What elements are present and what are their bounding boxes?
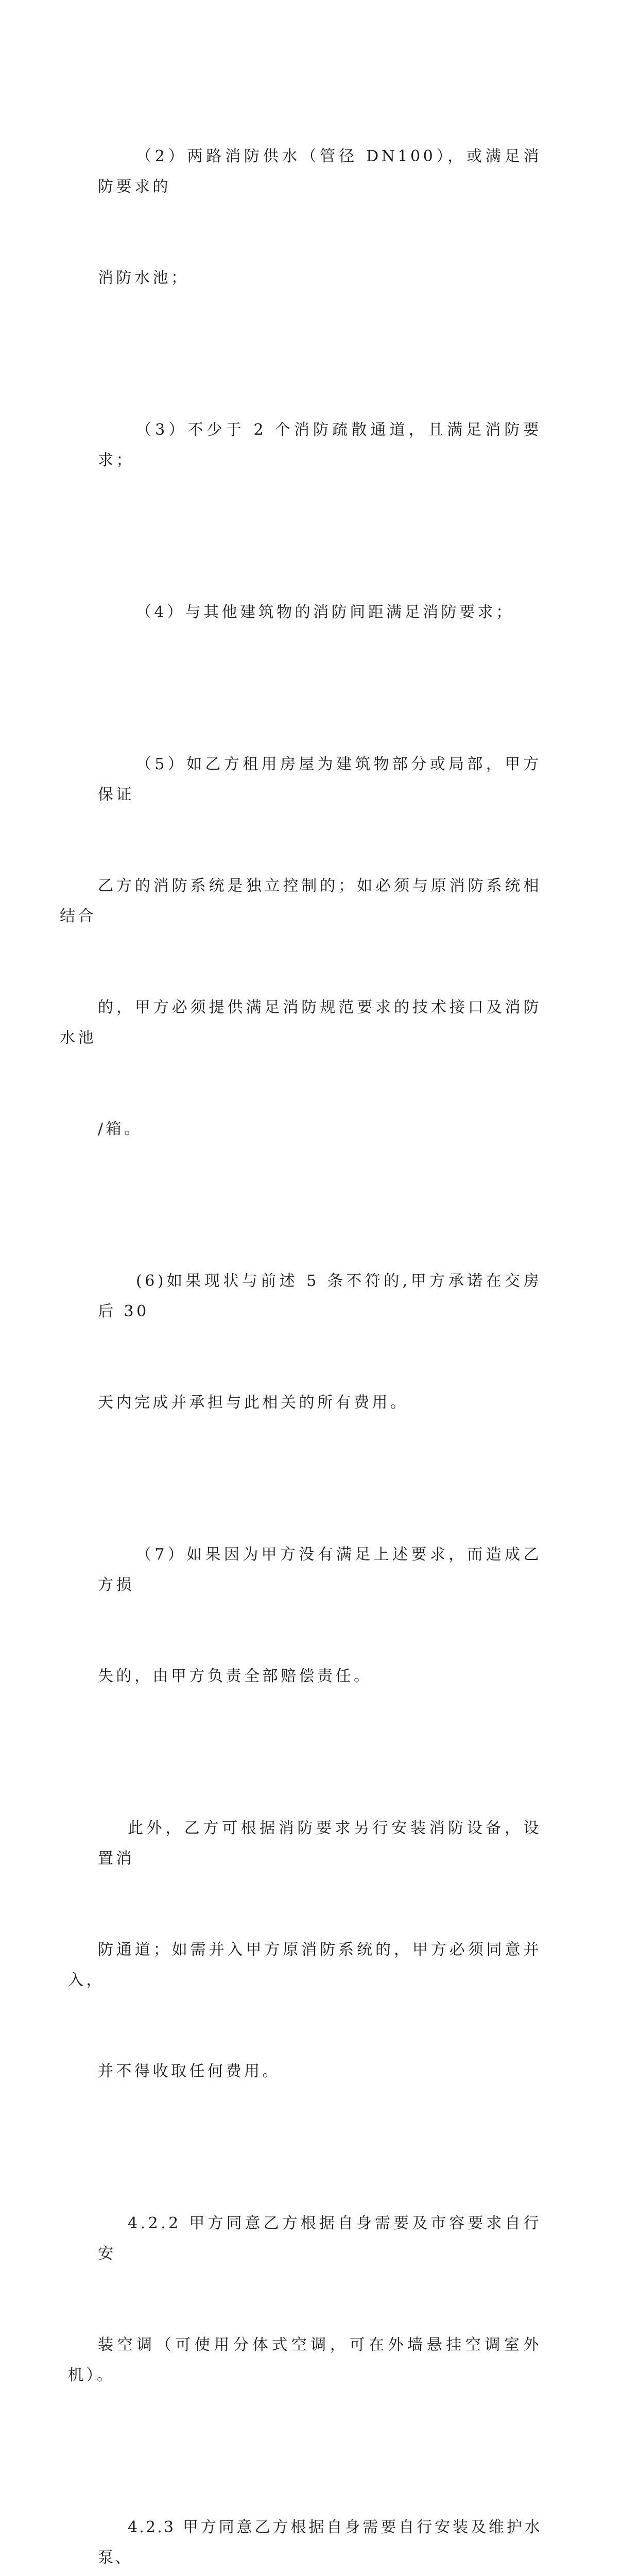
text-line: （3）不少于 2 个消防疏散通道，且满足消防要求；: [98, 421, 542, 469]
text-line: 装空调（可使用分体式空调，可在外墙悬挂空调室外机）。: [68, 2336, 542, 2384]
text-line: 失的，由甲方负责全部赔偿责任。: [98, 1667, 372, 1685]
text-line: 并不得收取任何费用。: [98, 2062, 281, 2080]
paragraph-remediation-commitment: [98, 1205, 542, 1479]
text-line: 的，甲方必须提供满足消防规范要求的技术接口及消防水池: [60, 998, 542, 1047]
paragraph-clause-4-2-3: [98, 2451, 542, 2576]
paragraph-additional-fire-equipment: [68, 1752, 542, 2147]
paragraph-fire-water-supply: [98, 80, 542, 354]
text-line: （4）与其他建筑物的消防间距满足消防要求；: [136, 603, 514, 621]
text-line: （7）如果因为甲方没有满足上述要求，而造成乙方损: [98, 1546, 542, 1594]
paragraph-fire-spacing: [98, 536, 542, 688]
text-line: 乙方的消防系统是独立控制的；如必须与原消防系统相结合: [60, 877, 542, 925]
text-line: 此外，乙方可根据消防要求另行安装消防设备，设置消: [98, 1819, 542, 1868]
text-line: 消防水池；: [98, 269, 189, 287]
text-line: 天内完成并承担与此相关的所有费用。: [98, 1394, 409, 1412]
paragraph-independent-fire-system: [60, 688, 542, 1205]
document-page: [60, 80, 542, 2576]
text-line: （5）如乙方租用房屋为建筑物部分或局部，甲方保证: [98, 755, 542, 804]
text-line: （2）两路消防供水（管径 DN100），或满足消防要求的: [98, 147, 542, 196]
paragraph-compensation: [98, 1479, 542, 1752]
text-line: (6)如果现状与前述 5 条不符的,甲方承诺在交房后 30: [98, 1272, 542, 1320]
text-line: 4.2.2 甲方同意乙方根据自身需要及市容要求自行安: [98, 2214, 542, 2263]
paragraph-evacuation-channels: [98, 354, 542, 536]
text-line: 防通道；如需并入甲方原消防系统的，甲方必须同意并入，: [68, 1941, 542, 1989]
paragraph-clause-4-2-2: [68, 2147, 542, 2451]
text-line: 4.2.3 甲方同意乙方根据自身需要自行安装及维护水泵、: [98, 2518, 542, 2567]
text-line: /箱。: [98, 1120, 143, 1138]
